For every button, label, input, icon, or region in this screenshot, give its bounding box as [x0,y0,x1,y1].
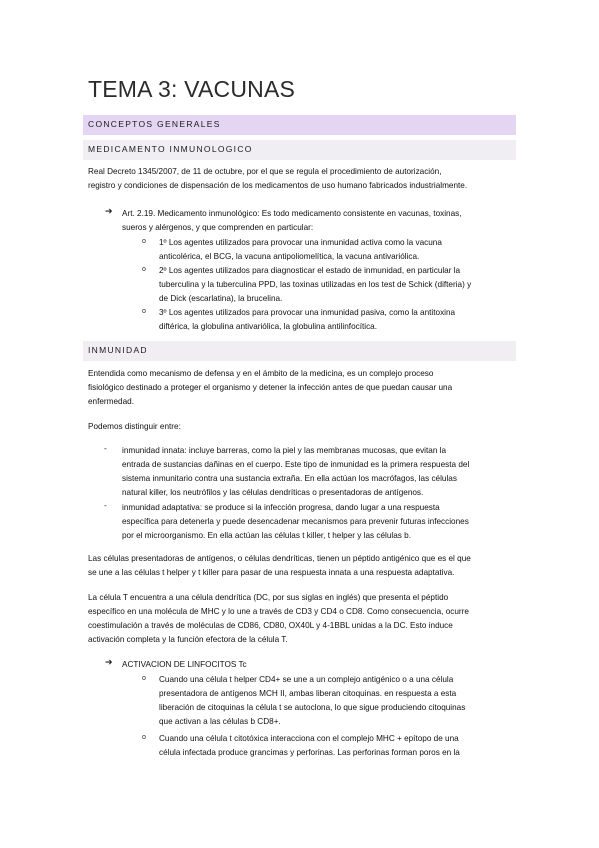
art-line: Art. 2.19. Medicamento inmunológico: Es todo medicamento consistente en vacunas, toxinas, [122,209,462,218]
art-item-line: 3º Los agentes utilizados para provocar una inmunidad pasiva, como la antitoxina [159,308,456,317]
art-item-line: tuberculina y la tuberculina PPD, las toxinas utilizadas en los test de Schick (difteria) y [159,280,472,289]
circle-bullet-icon: o [142,238,146,245]
celulas-presentadoras-line: Las células presentadoras de antígenos, o células dendríticas, tienen un péptido antigénico que es el que [88,554,471,563]
section-header-conceptos [83,115,516,135]
dash-bullet-icon: - [104,443,107,453]
section-header-label: INMUNIDAD [88,345,148,355]
circle-bullet-icon: o [142,266,146,273]
circle-bullet-icon: o [142,675,146,682]
real-decreto-line: Real Decreto 1345/2007, de 11 de octubre, por el que se regula el procedimiento de autorización, [88,167,442,176]
dash-item-line: sistema inmunitario contra una sustancia extraña. En ella actúan los macrófagos, las células [122,474,457,483]
dash-item-line: por el microorganismo. En ella actúan las células t killer, t helper y las células b. [122,531,411,540]
arrow-right-icon: ➔ [105,206,113,216]
dash-bullet-icon: - [104,500,107,510]
art-item-line: 1º Los agentes utilizados para provocar una inmunidad activa como la vacuna [159,238,442,247]
circle-bullet-icon: o [142,734,146,741]
inmunidad-definition-line: fisiológico destinado a proteger el organismo y detener la infección antes de que puedan causar una [88,383,453,392]
distinguir-text: Podemos distinguir entre: [88,422,181,431]
celulas-presentadoras-line: se une a las células t helper y t killer para pasar de una respuesta innata a una respuesta adaptativa. [88,568,455,577]
dash-item-line: inmunidad innata: incluye barreras, como la piel y las membranas mucosas, que evitan la [122,446,447,455]
art-item-line: diftérica, la globulina antivariólica, la globulina antilinfocítica. [159,322,378,331]
celula-t-line: activación completa y la función efectora de la célula T. [88,635,288,644]
art-item-line: de Dick (escarlatina), la brucelina. [159,294,283,303]
arrow-right-icon: ➔ [105,657,113,667]
activacion-item-line: liberación de citoquinas la célula t se autoclona, lo que sigue produciendo citoquinas [159,703,466,712]
celula-t-line: coestimulación a través de moléculas de CD86, CD80, OX40L y 4-1BBL unidas a la DC. Esto induce [88,621,453,630]
dash-item-line: inmunidad adaptativa: se produce si la infección progresa, dando lugar a una respuesta [122,503,440,512]
dash-item-line: entrada de sustancias dañinas en el cuerpo. Este tipo de inmunidad es la primera respuesta del [122,460,470,469]
section-header-medicamento [83,140,516,160]
activacion-item-line: Cuando una célula t citotóxica interacciona con el complejo MHC + epítopo de una [159,734,459,743]
section-header-label: CONCEPTOS GENERALES [88,119,221,129]
activacion-item-line: presentadora de antígenos MCH II, ambas liberan citoquinas. en respuesta a esta [159,689,457,698]
page-title: TEMA 3: VACUNAS [88,76,296,102]
section-header-label: MEDICAMENTO INMUNOLOGICO [88,144,253,154]
activacion-item-line: que activan a las células b CD8+. [159,717,281,726]
activacion-item-line: célula infectada produce grancimas y perforinas. Las perforinas forman poros en la [159,748,460,757]
celula-t-line: La célula T encuentra a una célula dendrítica (DC, por sus siglas en inglés) que presenta el péptido [88,593,449,602]
real-decreto-line: registro y condiciones de dispensación de los medicamentos de uso humano fabricados industrialmente. [88,181,468,190]
activacion-item-line: Cuando una célula t helper CD4+ se une a un complejo antigénico o a una célula [159,675,454,684]
art-line: sueros y alérgenos, y que comprenden en particular: [122,223,314,232]
dash-item-line: natural killer, los neutrófilos y las células dendríticas o presentadoras de antígenos. [122,488,424,497]
art-item-line: 2º Los agentes utilizados para diagnosticar el estado de inmunidad, en particular la [159,266,461,275]
dash-item-line: específica para detenerla y puede desencadenar mecanismos para prevenir futuras infecciones [122,517,469,526]
section-header-inmunidad [83,341,516,361]
circle-bullet-icon: o [142,308,146,315]
inmunidad-definition-line: Entendida como mecanismo de defensa y en el ámbito de la medicina, es un complejo proceso [88,369,434,378]
activacion-heading: ACTIVACION DE LINFOCITOS Tc [122,660,247,669]
celula-t-line: específico en una molécula de MHC y lo une a través de CD3 y CD4 o CD8. Como consecuencia, ocurre [88,607,469,616]
inmunidad-definition-line: enfermedad. [88,397,134,406]
art-item-line: anticolérica, el BCG, la vacuna antipoliomelítica, la vacuna antivariólica. [159,252,420,261]
